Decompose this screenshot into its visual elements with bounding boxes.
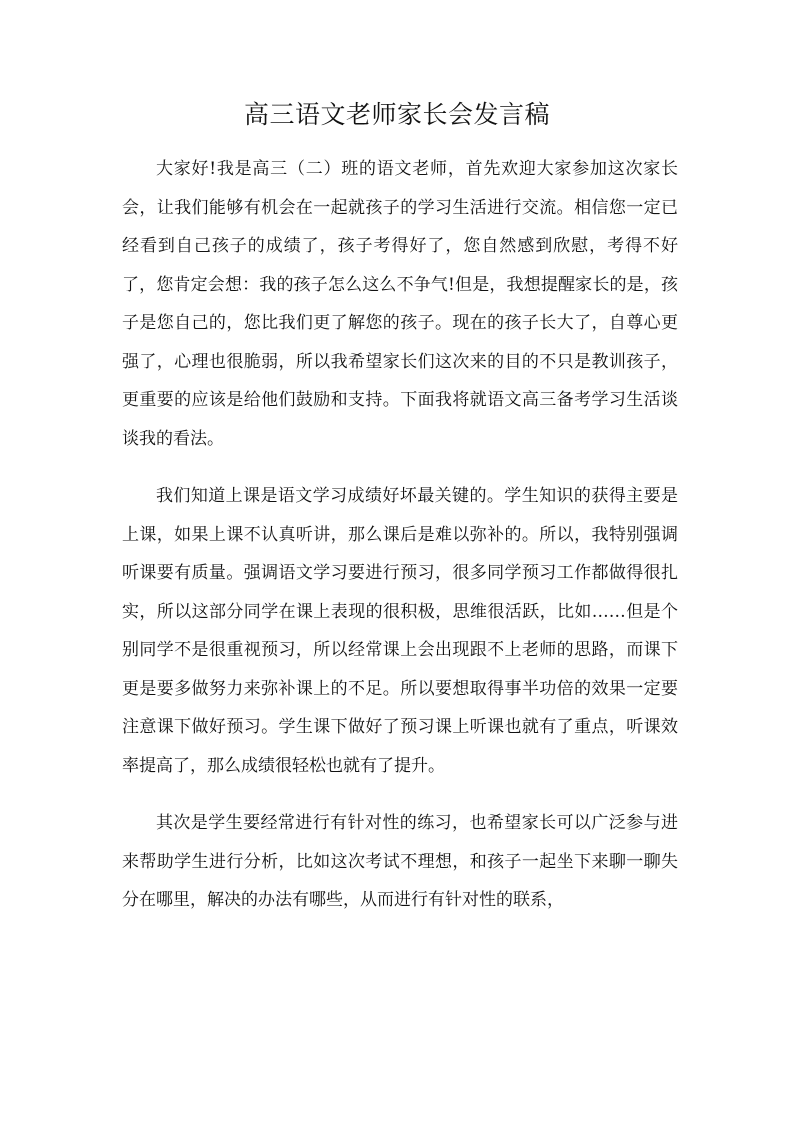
paragraph-1: 大家好!我是高三（二）班的语文老师，首先欢迎大家参加这次家长会，让我们能够有机会在一起就孩子的学习生活进行交流。相信您一定已经看到自己孩子的成绩了，孩子考得好了，您自然感到欣慰，考得不好了，您肯定会想：我的孩子怎么这么不争气!但是，我想提醒家长的是，孩子是您自己的，您比我们更了解您的孩子。现在的孩子长大了，自尊心更强了，心理也很脆弱，所以我希望家长们这次来的目的不只是教训孩子，更重要的应该是给他们鼓励和支持。下面我将就语文高三备考学习生活谈谈我的看法。 [122,159,678,449]
paragraph-3: 其次是学生要经常进行有针对性的练习，也希望家长可以广泛参与进来帮助学生进行分析，比如这次考试不理想，和孩子一起坐下来聊一聊失分在哪里，解决的办法有哪些，从而进行有针对性的联系， [122,813,678,910]
document-title: 高三语文老师家长会发言稿 [243,100,550,129]
paragraph-2: 我们知道上课是语文学习成绩好坏最关键的。学生知识的获得主要是上课，如果上课不认真听讲，那么课后是难以弥补的。所以，我特别强调听课要有质量。强调语文学习要进行预习，很多同学预习工作都做得很扎实，所以这部分同学在课上表现的很积极，思维很活跃，比如……但是个别同学不是很重视预习，所以经常课上会出现跟不上老师的思路，而课下更是要多做努力来弥补课上的不足。所以要想取得事半功倍的效果一定要注意课下做好预习。学生课下做好了预习课上听课也就有了重点，听课效率提高了，那么成绩很轻松也就有了提升。 [122,486,678,776]
document-body [122,150,678,920]
